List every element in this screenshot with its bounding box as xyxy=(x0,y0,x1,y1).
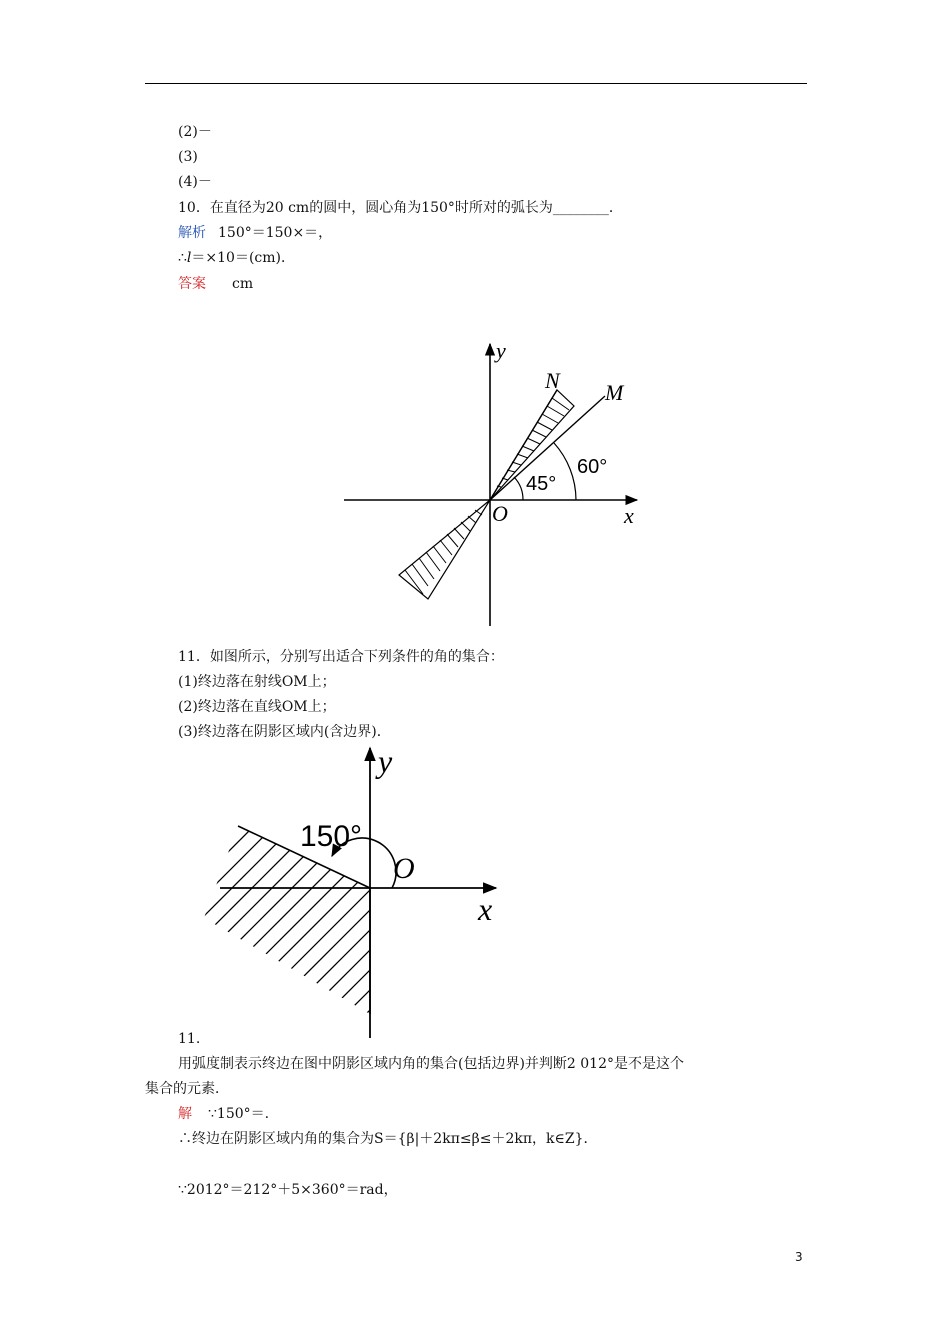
question-11b-number: 11. xyxy=(178,1031,201,1047)
therefore-symbol: ∴ xyxy=(178,250,187,266)
answer-text: cm xyxy=(232,276,254,292)
figure-shaded-region-150 xyxy=(198,742,510,1044)
header-rule xyxy=(145,83,807,84)
analysis-formula: ＝×10＝(cm)． xyxy=(191,250,295,266)
angle-arc-60 xyxy=(554,443,576,500)
analysis-label: 解析 xyxy=(178,225,206,241)
solution-label: 解 xyxy=(178,1106,192,1122)
point-m-label: M xyxy=(605,380,624,405)
question-10: 10．在直径为20 cm的圆中，圆心角为150°时所对的弧长为________． xyxy=(178,200,623,216)
x-axis-label: x xyxy=(624,503,634,528)
y-axis-label: y xyxy=(378,743,393,779)
angle-150-label: 150° xyxy=(300,820,363,853)
hatching-lower xyxy=(405,510,482,594)
origin-label: O xyxy=(393,852,415,885)
answer-line-3: (3) xyxy=(178,149,198,165)
point-n-label: N xyxy=(545,368,560,393)
answer-line-2: (2)－ xyxy=(178,124,212,140)
solution-line-3: ∵2012°＝212°＋5×360°＝rad， xyxy=(178,1182,398,1198)
solution-text-1: ∵150°＝. xyxy=(208,1106,270,1122)
solution-line-1 xyxy=(178,1105,269,1123)
analysis-10-line2 xyxy=(178,249,295,267)
shaded-wedge-lower xyxy=(399,500,490,599)
analysis-10 xyxy=(178,224,332,242)
figure-angles-om-on xyxy=(340,338,650,630)
analysis-text: 150°＝150×＝， xyxy=(218,225,333,241)
question-11-part2: (2)终边落在直线OM上； xyxy=(178,699,336,715)
hatching-region xyxy=(198,742,510,1044)
question-11-part1: (1)终边落在射线OM上； xyxy=(178,674,336,690)
page-number: 3 xyxy=(795,1250,803,1264)
angle-60-label: 60° xyxy=(577,456,608,478)
angle-45-label: 45° xyxy=(526,473,557,495)
x-axis-label: x xyxy=(478,891,493,927)
origin-label: O xyxy=(492,501,508,526)
question-11: 11．如图所示，分别写出适合下列条件的角的集合： xyxy=(178,649,504,665)
answer-label: 答案 xyxy=(178,276,206,292)
answer-10 xyxy=(178,275,253,293)
answer-line-4: (4)－ xyxy=(178,174,212,190)
question-11b-text-1: 用弧度制表示终边在图中阴影区域内角的集合(包括边界)并判断2 012°是不是这个 xyxy=(178,1056,685,1072)
question-11b-text-2: 集合的元素． xyxy=(145,1081,229,1097)
y-axis-label: y xyxy=(496,338,506,363)
angle-arc-45 xyxy=(514,477,523,500)
solution-line-2: ∴终边在阴影区域内角的集合为S＝{β|＋2kπ≤β≤＋2kπ，k∈Z}． xyxy=(178,1131,598,1147)
variable-l: l xyxy=(186,250,192,266)
question-11-part3: (3)终边落在阴影区域内(含边界)． xyxy=(178,724,391,740)
